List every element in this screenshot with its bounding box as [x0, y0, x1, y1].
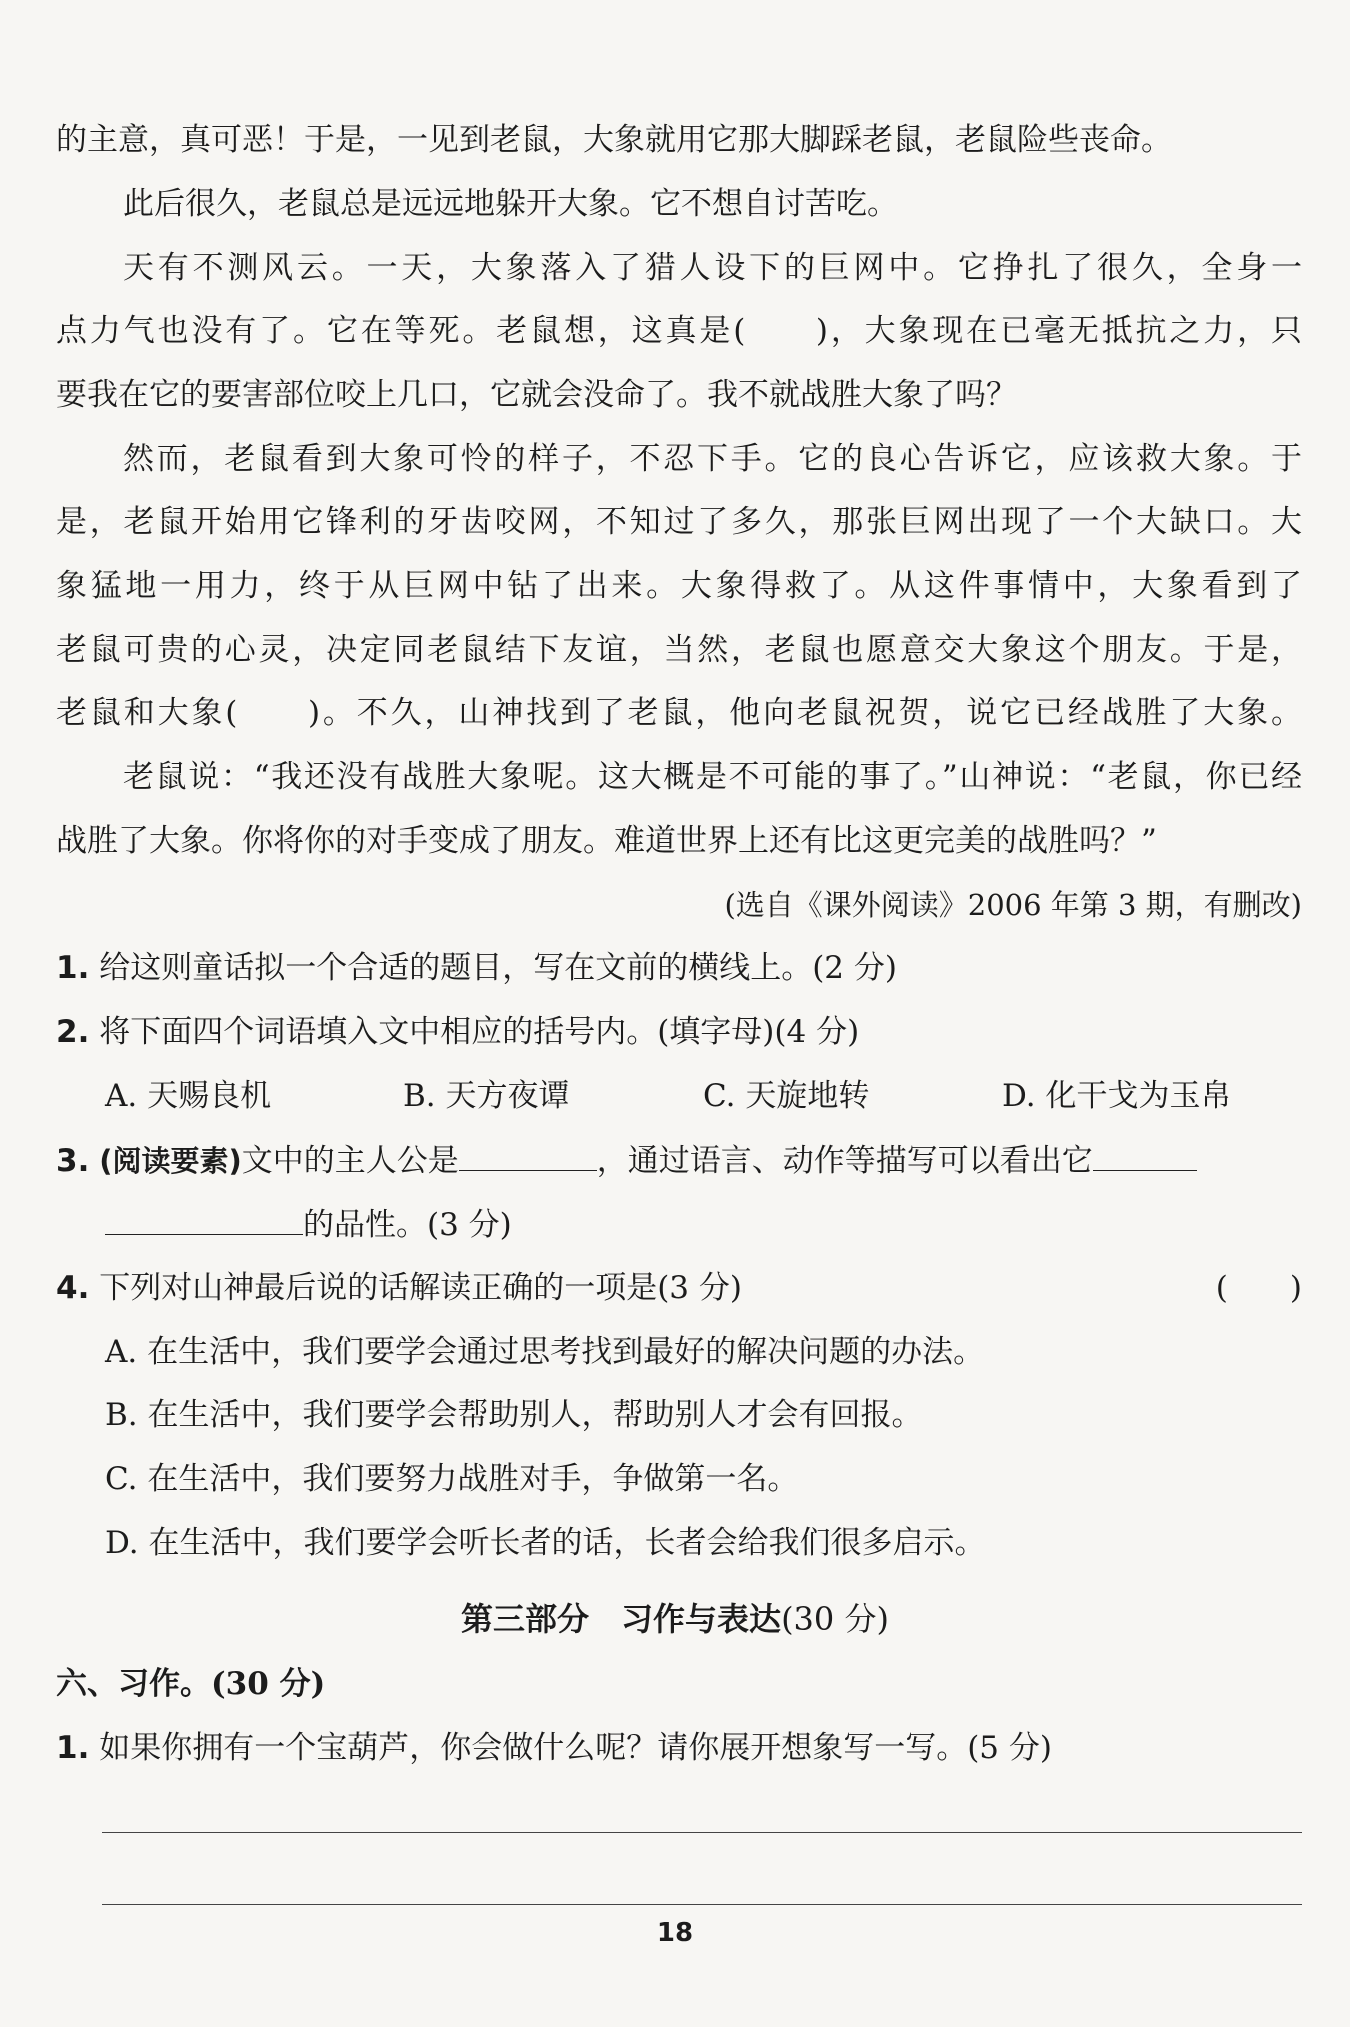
story-line: 老鼠说：“我还没有战胜大象呢。这大概是不可能的事了。”山神说：“老鼠，你已经 [123, 759, 1302, 795]
option-c: C. 天旋地转 [703, 1078, 870, 1114]
story-line: 天有不测风云。一天，大象落入了猎人设下的巨网中。它挣扎了很久，全身一 [123, 250, 1302, 286]
page-number: 18 [656, 1918, 694, 1948]
option-a: A. 天赐良机 [105, 1078, 272, 1114]
story-line: 象猛地一用力，终于从巨网中钻了出来。大象得救了。从这件事情中，大象看到了 [56, 568, 1302, 604]
question-number: 1. [56, 950, 90, 986]
question-text: 将下面四个词语填入文中相应的括号内。(填字母)(4 分) [99, 1014, 860, 1050]
q4-option-b: B. 在生活中，我们要学会帮助别人，帮助别人才会有回报。 [105, 1397, 923, 1433]
question-text: ，通过语言、动作等描写可以看出它 [596, 1143, 1093, 1179]
question-3-cont [105, 1204, 1350, 1245]
part-title: 第三部分 习作与表达 [461, 1600, 782, 1638]
question-text: 如果你拥有一个宝葫芦，你会做什么呢？请你展开想象写一写。(5 分) [99, 1730, 1052, 1766]
question-number: 1. [56, 1730, 90, 1766]
answer-blank[interactable] [459, 1140, 597, 1171]
story-line: 要我在它的要害部位咬上几口，它就会没命了。我不就战胜大象了吗？ [56, 377, 1017, 413]
story-line: 是，老鼠开始用它锋利的牙齿咬网，不知过了多久，那张巨网出现了一个大缺口。大 [56, 504, 1302, 540]
question-text: 的品性。(3 分) [303, 1207, 512, 1243]
question-number: 3. [56, 1143, 90, 1179]
q4-option-a: A. 在生活中，我们要学会通过思考找到最好的解决问题的办法。 [105, 1334, 985, 1370]
question-text: 给这则童话拟一个合适的题目，写在文前的横线上。(2 分) [99, 950, 897, 986]
question-3 [56, 1140, 1302, 1181]
option-b: B. 天方夜谭 [403, 1078, 570, 1114]
question-4 [56, 1268, 1302, 1308]
story-line: 老鼠和大象( )。不久，山神找到了老鼠，他向老鼠祝贺，说它已经战胜了大象。 [56, 695, 1302, 731]
question-text: 文中的主人公是 [241, 1143, 459, 1179]
source-citation: (选自《课外阅读》2006 年第 3 期，有删改) [724, 888, 1302, 922]
question-1 [56, 948, 1302, 988]
q4-option-d: D. 在生活中，我们要学会听长者的话，长者会给我们很多启示。 [105, 1525, 986, 1561]
writing-question-1 [56, 1728, 1302, 1768]
story-line: 老鼠可贵的心灵，决定同老鼠结下友谊，当然，老鼠也愿意交大象这个朋友。于是， [56, 632, 1302, 668]
answer-parentheses[interactable]: ( ) [1215, 1270, 1302, 1306]
answer-blank[interactable] [105, 1204, 303, 1235]
question-number: 4. [56, 1270, 90, 1306]
question-text: 下列对山神最后说的话解读正确的一项是(3 分) [99, 1270, 742, 1306]
writing-line[interactable] [102, 1832, 1302, 1833]
story-line: 然而，老鼠看到大象可怜的样子，不忍下手。它的良心告诉它，应该救大象。于 [123, 441, 1302, 477]
option-d: D. 化干戈为玉帛 [1002, 1078, 1232, 1114]
q4-option-c: C. 在生活中，我们要努力战胜对手，争做第一名。 [105, 1461, 799, 1497]
story-line: 的主意，真可恶！于是，一见到老鼠，大象就用它那大脚踩老鼠，老鼠险些丧命。 [56, 122, 1172, 158]
part-heading [0, 1598, 1350, 1640]
question-number: 2. [56, 1014, 90, 1050]
story-line: 此后很久，老鼠总是远远地躲开大象。它不想自讨苦吃。 [123, 186, 898, 222]
answer-blank[interactable] [1093, 1140, 1197, 1171]
part-points: (30 分) [781, 1600, 889, 1638]
writing-line[interactable] [102, 1904, 1302, 1905]
question-2 [56, 1012, 1302, 1052]
section-title: 六、习作。(30 分) [56, 1666, 326, 1702]
question-tag: (阅读要素) [99, 1144, 242, 1178]
story-line: 点力气也没有了。它在等死。老鼠想，这真是( )，大象现在已毫无抵抗之力，只 [56, 313, 1302, 349]
story-line: 战胜了大象。你将你的对手变成了朋友。难道世界上还有比这更完美的战胜吗？” [56, 823, 1157, 859]
